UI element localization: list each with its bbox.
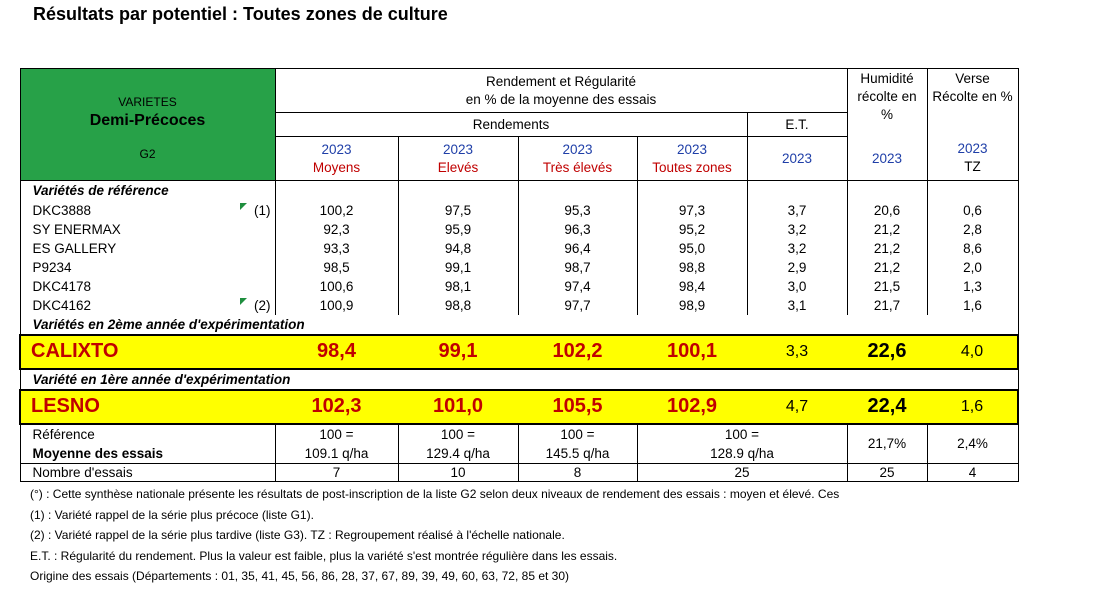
col-eleves-header [398, 137, 518, 181]
cell: 2,0 [927, 258, 1018, 277]
highlight-row-lesno [20, 390, 1018, 424]
col-label: Moyens [312, 159, 361, 175]
nombre-label: Nombre d'essais [20, 463, 275, 481]
section-second-year: Variétés en 2ème année d'expérimentation [20, 315, 1018, 335]
cell: 105,5 [518, 390, 637, 424]
cell: 102,2 [518, 335, 637, 369]
footnote: (2) : Variété rappel de la série plus tardive (liste G3). TZ : Regroupement réalisé à l'échelle nationale. [30, 528, 565, 542]
cell: 21,7 [847, 296, 927, 315]
cell: 98,5 [275, 258, 398, 277]
verse-year: 2023 [957, 141, 988, 157]
verse-line2: Récolte en % [932, 89, 1013, 104]
cell: 95,3 [518, 201, 637, 220]
col-toutes-zones-header [637, 137, 747, 181]
col-label: Elevés [437, 159, 479, 175]
verse-avg: 2,4% [927, 424, 1018, 464]
cell: 2,9 [747, 258, 847, 277]
cell: 97,5 [398, 201, 518, 220]
section-first-year: Variété en 1ère année d'expérimentation [20, 369, 1018, 390]
hum-year: 2023 [847, 137, 927, 181]
et-header: E.T. [747, 113, 847, 137]
variety-name: SY ENERMAX [20, 220, 275, 239]
cell: 96,3 [518, 220, 637, 239]
ref-value: 145.5 q/ha [545, 445, 610, 461]
footnote: E.T. : Régularité du rendement. Plus la valeur est faible, plus la variété s'est montrée régulière dans les essais. [30, 548, 618, 563]
cell: 97,4 [518, 277, 637, 296]
col-moyens-header [275, 137, 398, 181]
ref-value: 129.4 q/ha [426, 445, 490, 461]
cell: 21,2 [847, 239, 927, 258]
moyenne-label: Moyenne des essais [32, 445, 164, 461]
cell: 102,9 [637, 390, 747, 424]
group-label: Demi-Précoces [89, 111, 206, 129]
cell: 101,0 [398, 390, 518, 424]
results-table [19, 68, 1019, 482]
variety-name: DKC3888 [32, 202, 92, 218]
rendements-header: Rendements [275, 113, 747, 137]
section-reference: Variétés de référence [20, 181, 275, 201]
cell: 95,9 [398, 220, 518, 239]
ref-equals: 100 = [724, 426, 760, 442]
ref-value: 109.1 q/ha [304, 445, 369, 461]
verse-year-header [927, 137, 1018, 181]
table-row [20, 296, 1018, 315]
cell: 100,2 [275, 201, 398, 220]
verse-line1: Verse [955, 71, 990, 86]
col-label: Toutes zones [652, 159, 732, 175]
humidite-line3: % [880, 107, 893, 122]
ref-value: 128.9 q/ha [710, 445, 774, 461]
cell: 97,7 [518, 296, 637, 315]
count: 10 [398, 463, 518, 481]
reference-label: Référence [32, 426, 95, 442]
cell: 98,1 [398, 277, 518, 296]
rend-reg-line1: Rendement et Régularité [485, 73, 637, 89]
varietes-label: VARIETES [118, 94, 177, 109]
variety-name: DKC4178 [20, 277, 275, 296]
count: 25 [847, 463, 927, 481]
cell: 94,8 [398, 239, 518, 258]
cell: 98,4 [637, 277, 747, 296]
humidite-header [847, 69, 927, 137]
rend-reg-line2: en % de la moyenne des essais [465, 91, 657, 107]
cell: 98,7 [518, 258, 637, 277]
cell: 1,6 [927, 390, 1018, 424]
cell: 22,6 [847, 335, 927, 369]
humidite-line2: récolte en [857, 89, 917, 104]
table-row [20, 201, 1018, 220]
cell: 93,3 [275, 239, 398, 258]
footnote: Origine des essais (Départements : 01, 35, 41, 45, 56, 86, 28, 37, 67, 89, 39, 49, 60, 63, 72, 85 et 30) [30, 569, 570, 583]
cell: 97,3 [637, 201, 747, 220]
cell: 98,4 [275, 335, 398, 369]
cell: 2,8 [927, 220, 1018, 239]
count: 8 [518, 463, 637, 481]
cell: 95,2 [637, 220, 747, 239]
variety-name: LESNO [20, 390, 275, 424]
cell: 3,2 [747, 220, 847, 239]
table-row [20, 220, 1018, 239]
cell: 22,4 [847, 390, 927, 424]
cell: 1,3 [927, 277, 1018, 296]
cell: 20,6 [847, 201, 927, 220]
hum-avg: 21,7% [847, 424, 927, 464]
cell: 102,3 [275, 390, 398, 424]
col-year: 2023 [562, 141, 593, 157]
variety-name: P9234 [20, 258, 275, 277]
cell: 8,6 [927, 239, 1018, 258]
cell: 99,1 [398, 258, 518, 277]
cell: 96,4 [518, 239, 637, 258]
cell: 92,3 [275, 220, 398, 239]
variety-name: CALIXTO [20, 335, 275, 369]
cell: 4,0 [927, 335, 1018, 369]
col-year: 2023 [676, 141, 708, 157]
variety-note: (1) [254, 201, 275, 220]
ref-equals: 100 = [560, 426, 595, 442]
cell: 98,8 [398, 296, 518, 315]
footnotes [30, 484, 839, 587]
page-title: Résultats par potentiel : Toutes zones de culture [33, 4, 448, 24]
cell: 100,6 [275, 277, 398, 296]
table-row [20, 277, 1018, 296]
rend-reg-header [275, 69, 847, 113]
humidite-line1: Humidité [860, 71, 914, 86]
cell: 3,1 [747, 296, 847, 315]
col-year: 2023 [442, 141, 474, 157]
cell: 21,5 [847, 277, 927, 296]
variety-name: DKC4162 [32, 297, 92, 313]
variety-note: (2) [254, 296, 275, 315]
cell: 98,8 [637, 258, 747, 277]
cell: 100,1 [637, 335, 747, 369]
series-label: G2 [139, 146, 156, 161]
cell: 1,6 [927, 296, 1018, 315]
count: 4 [927, 463, 1018, 481]
verse-header [927, 69, 1018, 137]
cell: 99,1 [398, 335, 518, 369]
et-year: 2023 [747, 137, 847, 181]
verse-tz: TZ [964, 159, 981, 175]
cell: 3,2 [747, 239, 847, 258]
footnote: (°) : Cette synthèse nationale présente les résultats de post-inscription de la liste G2 selon deux niveaux de rendement des essais : moyen et élevé. Ces [30, 487, 840, 501]
ref-equals: 100 = [440, 426, 476, 442]
count: 25 [637, 463, 847, 481]
col-year: 2023 [321, 141, 352, 157]
cell: 3,3 [747, 335, 847, 369]
cell: 21,2 [847, 258, 927, 277]
variety-name: ES GALLERY [20, 239, 275, 258]
count: 7 [275, 463, 398, 481]
cell: 95,0 [637, 239, 747, 258]
cell: 98,9 [637, 296, 747, 315]
cell: 4,7 [747, 390, 847, 424]
cell: 21,2 [847, 220, 927, 239]
table-row [20, 258, 1018, 277]
cell: 3,0 [747, 277, 847, 296]
highlight-row-calixto [20, 335, 1018, 369]
cell: 100,9 [275, 296, 398, 315]
varietes-header-cell [20, 69, 275, 181]
col-label: Très élevés [542, 159, 613, 175]
cell: 0,6 [927, 201, 1018, 220]
ref-equals: 100 = [319, 426, 354, 442]
table-row [20, 239, 1018, 258]
footnote: (1) : Variété rappel de la série plus précoce (liste G1). [30, 507, 314, 522]
cell: 3,7 [747, 201, 847, 220]
col-tres-eleves-header [518, 137, 637, 181]
